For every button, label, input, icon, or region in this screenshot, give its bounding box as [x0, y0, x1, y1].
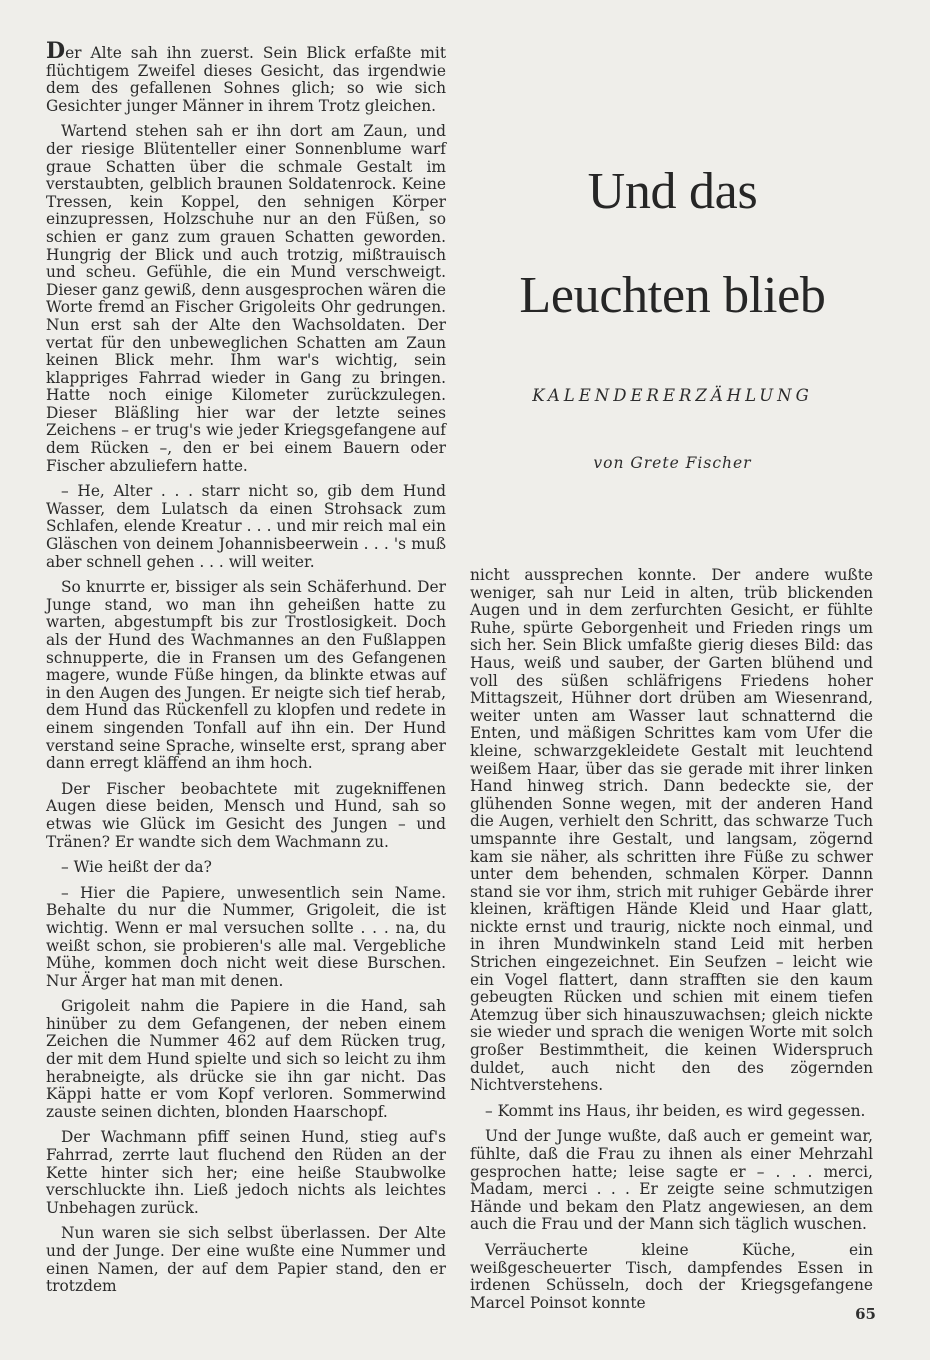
paragraph: – He, Alter . . . starr nicht so, gib dem Hund Wasser, dem Lulatsch da einen Strohsack zum Schlafen, elende Kreatur . . . und mir reich mal ein Gläschen von deinem Johannisbeerwein . . . 's muß aber schnell gehen . . . will weiter.	[46, 482, 446, 571]
article-subtitle: KALENDERERZÄHLUNG	[532, 386, 813, 405]
paragraph: – Wie heißt der da?	[61, 858, 212, 877]
paragraph: nicht aussprechen konnte. Der andere wußte weniger, sah nur Leid in alten, trüb blickenden Augen und in dem zerfurchten Gesicht, er fühlte Ruhe, spürte Geborgenheit und Frieden rings um sich her. Sein Blick umfaßte gierig dieses Bild: das Haus, weiß und sauber, der Garten blühend und voll des süßen schläfrigens Friedens hoher Mittagszeit, Hühner dort drüben am Wiesenrand, weiter unten am Wasser laut schnatternd die Enten, und mäßigen Schrittes kam vom Ufer die kleine, schwarzgekleidete Gestalt mit leuchtend weißem Haar, über das sie gerade mit ihrer linken Hand hinweg strich. Dann bedeckte sie, der glühenden Sonne wegen, mit der anderen Hand die Augen, verhielt den Schritt, das schwarze Tuch umspannte ihre Gestalt, und langsam, zögernd kam sie näher, als schritten ihre Füße zu schwer unter dem behenden, schmalen Körper. Dannn stand sie vor ihm, strich mit ruhiger Gebärde ihrer kleinen, kräftigen Hände Kleid und Haar glatt, nickte ernst und traurig, nickte noch einmal, und in ihren Mundwinkeln stand Leid mit herben Strichen eingezeichnet. Ein Seufzen – leicht wie ein Vogel flattert, dann strafften sie den kaum gebeugten Rücken und schien mit einem tiefen Atemzug über sich hinauszuwachsen; gleich nickte sie wieder und sprach die wenigen Worte mit solch großer Bestimmtheit, die keinen Widerspruch duldet, auch nicht den des zögernden Nichtverstehens.	[470, 566, 873, 1095]
title-line-1: Und das	[587, 163, 758, 220]
paragraph: Und der Junge wußte, daß auch er gemeint war, fühlte, daß die Frau zu ihnen als einer Mehrzahl gesprochen hatte; leise sagte er – . . . merci, Madam, merci . . . Er zeigte seine schmutzigen Hände und bekam den Platz angewiesen, an dem auch die Frau und der Mann sich täglich wuschen.	[470, 1127, 873, 1234]
paragraph: Verräucherte kleine Küche, ein weißgescheuerter Tisch, dampfendes Essen in irdenen Schüsseln, doch der Kriegsgefangene Marcel Poinsot konnte	[470, 1240, 873, 1312]
right-text-column	[470, 567, 873, 1320]
paragraph: Der Wachmann pfiff seinen Hund, stieg auf's Fahrrad, zerrte laut fluchend den Rüden an der Kette hinter sich her; eine heiße Staubwolke verschluckte ihn. Ließ jedoch nichts als leichtes Unbehagen zurück.	[46, 1128, 446, 1217]
page-number: 65	[855, 1305, 876, 1323]
paragraph: – Kommt ins Haus, ihr beiden, es wird gegessen.	[485, 1101, 866, 1120]
paragraph: Grigoleit nahm die Papiere in die Hand, sah hinüber zu dem Gefangenen, der neben einem Zeichen die Nummer 462 auf dem Rücken trug, der mit dem Hund spielte und sich so leicht zu ihm herabneigte, als drücke sie ihn gar nicht. Das Käppi hatte er vom Kopf verloren. Sommerwind zauste seinen dichten, blonden Haarschopf.	[46, 997, 446, 1121]
paragraph: Der Alte sah ihn zuerst. Sein Blick erfaßte mit flüchtigem Zweifel dieses Gesicht, das irgendwie dem des gefallenen Sohnes glich; so wie sich Gesichter junger Männer in ihrem Trotz gleichen.	[46, 38, 446, 115]
paragraph: Der Fischer beobachtete mit zugekniffenen Augen diese beiden, Mensch und Hund, sah so etwas wie Glück im Gesicht des Jungen – und Tränen? Er wandte sich dem Wachmann zu.	[46, 779, 446, 851]
paragraph: So knurrte er, bissiger als sein Schäferhund. Der Junge stand, wo man ihn geheißen hatte zu warten, abgestumpft bis zur Trostlosigkeit. Doch als der Hund des Wachmannes an den Fußlappen schnupperte, die in Fransen um des Gefangenen magere, wunde Füße hingen, da blinkte etwas auf in den Augen des Jungen. Er neigte sich tief herab, dem Hund das Rückenfell zu klopfen und redete in einem singenden Tonfall auf ihn ein. Der Hund verstand seine Sprache, winselte erst, sprang aber dann erregt kläffend an ihm hoch.	[46, 578, 446, 773]
left-text-column	[46, 38, 446, 1304]
paragraph: – Hier die Papiere, unwesentlich sein Name. Behalte du nur die Nummer, Grigoleit, die ist wichtig. Wenn er mal versuchen sollte . . . na, du weißt schon, sie probieren's alle mal. Vergebliche Mühe, kommen doch nicht weit diese Burschen. Nur Ärger hat man mit denen.	[46, 883, 446, 990]
drop-cap: D	[46, 38, 66, 64]
author-byline: von Grete Fischer	[593, 454, 752, 472]
title-line-2: Leuchten blieb	[519, 267, 826, 324]
article-title	[480, 140, 865, 348]
paragraph: Nun waren sie sich selbst überlassen. Der Alte und der Junge. Der eine wußte eine Nummer und einen Namen, der auf dem Papier stand, den er trotzdem	[46, 1224, 446, 1296]
paragraph: Wartend stehen sah er ihn dort am Zaun, und der riesige Blütenteller einer Sonnenblume warf graue Schatten über die schmale Gestalt im verstaubten, gelblich braunen Soldatenrock. Keine Tressen, kein Koppel, den sehnigen Körper einzupressen, Holzschuhe nur an den Füßen, so schien er ganz zum grauen Schatten geworden. Hungrig der Blick und auch trotzig, mißtrauisch und scheu. Gefühle, die ein Mund verschweigt. Dieser ganz gewiß, denn ausgesprochen wären die Worte fremd an Fischer Grigoleits Ohr gedrungen. Nun erst sah der Alte den Wachsoldaten. Der vertat für den unbeweglichen Schatten am Zaun keinen Blick mehr. Ihm war's wichtig, sein klappriges Fahrrad wieder in Gang zu bringen. Hatte noch einige Kilometer zurückzulegen. Dieser Bläßling hier war der letzte seines Zeichens – er trug's wie jeder Kriegsgefangene auf dem Rücken –, den er bei einem Bauern oder Fischer abzuliefern hatte.	[46, 122, 446, 475]
